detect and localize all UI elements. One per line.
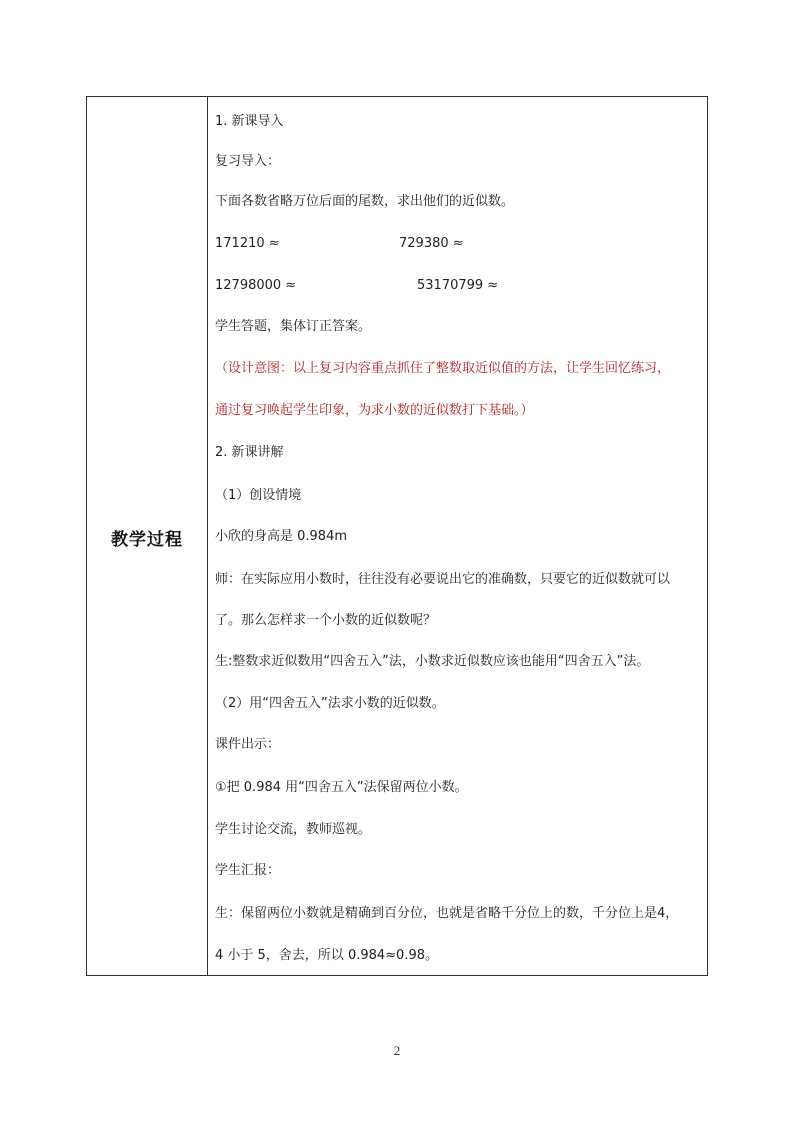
student-line: 生:整数求近似数用“四舍五入”法，小数求近似数应该也能用“四舍五入”法。: [215, 654, 650, 669]
discussion-text: 学生讨论交流，教师巡视。: [215, 822, 372, 837]
student-report-heading: 学生汇报：: [215, 863, 281, 878]
teacher-line-2: 了。那么怎样求一个小数的近似数呢？: [215, 613, 437, 628]
design-intent-line-1: （设计意图：以上复习内容重点抓住了整数取近似值的方法，让学生回忆练习，: [215, 361, 671, 376]
exercise-item-2: 729380 ≈: [399, 236, 464, 251]
lesson-table: [86, 96, 708, 976]
section-heading-intro: 1. 新课导入: [215, 114, 284, 129]
subheading-rounding: （2）用“四舍五入”法求小数的近似数。: [215, 696, 445, 711]
exercise-row-2: [215, 278, 499, 294]
exercise-item-4: 53170799 ≈: [417, 278, 499, 293]
student-report-line-1: 生：保留两位小数就是精确到百分位，也就是省略千分位上的数，千分位上是4，: [215, 906, 679, 921]
review-heading: 复习导入：: [215, 154, 281, 169]
courseware-heading: 课件出示：: [215, 737, 281, 752]
exercise-row-1: [215, 236, 464, 252]
student-answer-text: 学生答题，集体订正答案。: [215, 319, 372, 334]
student-report-line-2: 4 小于 5，舍去，所以 0.984≈0.98。: [215, 948, 438, 963]
teacher-line-1: 师：在实际应用小数时，往往没有必要说出它的准确数，只要它的近似数就可以: [215, 572, 671, 587]
row-label: 教学过程: [111, 530, 183, 550]
scenario-text: 小欣的身高是 0.984m: [215, 529, 348, 544]
subheading-scenario: （1）创设情境: [215, 488, 302, 503]
exercise-instruction: 下面各数省略万位后面的尾数，求出他们的近似数。: [215, 194, 515, 209]
row-label-cell: [87, 97, 208, 975]
section-heading-new-lesson: 2. 新课讲解: [215, 445, 284, 460]
design-intent-line-2: 通过复习唤起学生印象，为求小数的近似数打下基础。）: [215, 403, 534, 418]
courseware-item-1: ①把 0.984 用“四舍五入”法保留两位小数。: [215, 780, 468, 795]
exercise-item-1: 171210 ≈: [215, 236, 280, 251]
exercise-item-3: 12798000 ≈: [215, 278, 297, 293]
content-cell: [208, 97, 707, 975]
page-number: 2: [393, 1043, 401, 1058]
